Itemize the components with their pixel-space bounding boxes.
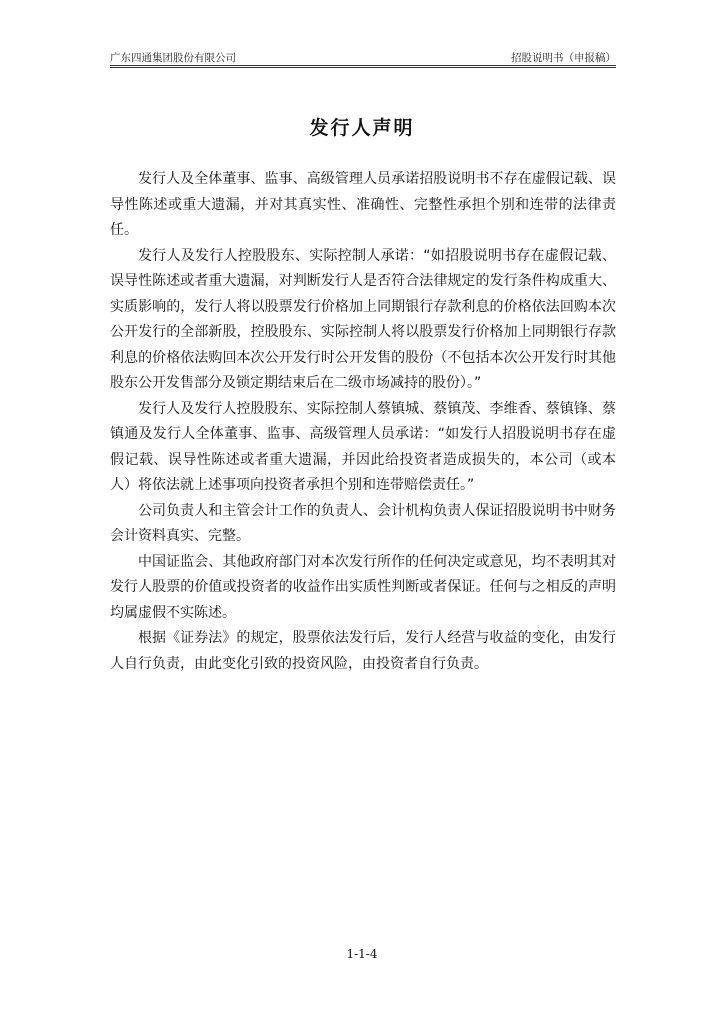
paragraph: 公司负责人和主管会计工作的负责人、会计机构负责人保证招股说明书中财务会计资料真实、完整。 <box>110 502 616 544</box>
header-divider <box>110 65 616 66</box>
page-title: 发行人声明 <box>309 117 415 139</box>
header-document-name: 招股说明书（申报稿） <box>511 52 616 64</box>
paragraph: 发行人及全体董事、监事、高级管理人员承诺招股说明书不存在虚假记载、误导性陈述或重大遗漏，并对其真实性、准确性、完整性承担个别和连带的法律责任。 <box>110 171 616 238</box>
page-header <box>110 50 616 66</box>
page-number: 1-1-4 <box>346 947 378 961</box>
paragraph: 发行人及发行人控股股东、实际控制人承诺：“如招股说明书存在虚假记载、误导性陈述或者重大遗漏，对判断发行人是否符合法律规定的发行条件构成重大、实质影响的，发行人将以股票发行价格加上同期银行存款利息的价格依法回购本次公开发行的全部新股，控股股东、实际控制人将以股票发行价格加上同期银行存款利息的价格依法购回本次公开发行时公开发售的股份（不包括本次公开发行时其他股东公开发售部分及锁定期结束后在二级市场减持的股份）。” <box>110 247 616 391</box>
header-divider-double <box>110 67 616 68</box>
paragraph: 发行人及发行人控股股东、实际控制人蔡镇城、蔡镇茂、李维香、蔡镇锋、蔡镇通及发行人全体董事、监事、高级管理人员承诺：“如发行人招股说明书存在虚假记载、误导性陈述或者重大遗漏，并因此给投资者造成损失的，本公司（或本人）将依法就上述事项向投资者承担个别和连带赔偿责任。” <box>110 400 616 493</box>
header-company-name: 广东四通集团股份有限公司 <box>110 52 236 64</box>
paragraph: 根据《证券法》的规定，股票依法发行后，发行人经营与收益的变化，由发行人自行负责，由此变化引致的投资风险，由投资者自行负责。 <box>110 630 616 672</box>
paragraph: 中国证监会、其他政府部门对本次发行所作的任何决定或意见，均不表明其对发行人股票的价值或投资者的收益作出实质性判断或者保证。任何与之相反的声明均属虚假不实陈述。 <box>110 553 616 621</box>
statement-body <box>110 167 616 677</box>
